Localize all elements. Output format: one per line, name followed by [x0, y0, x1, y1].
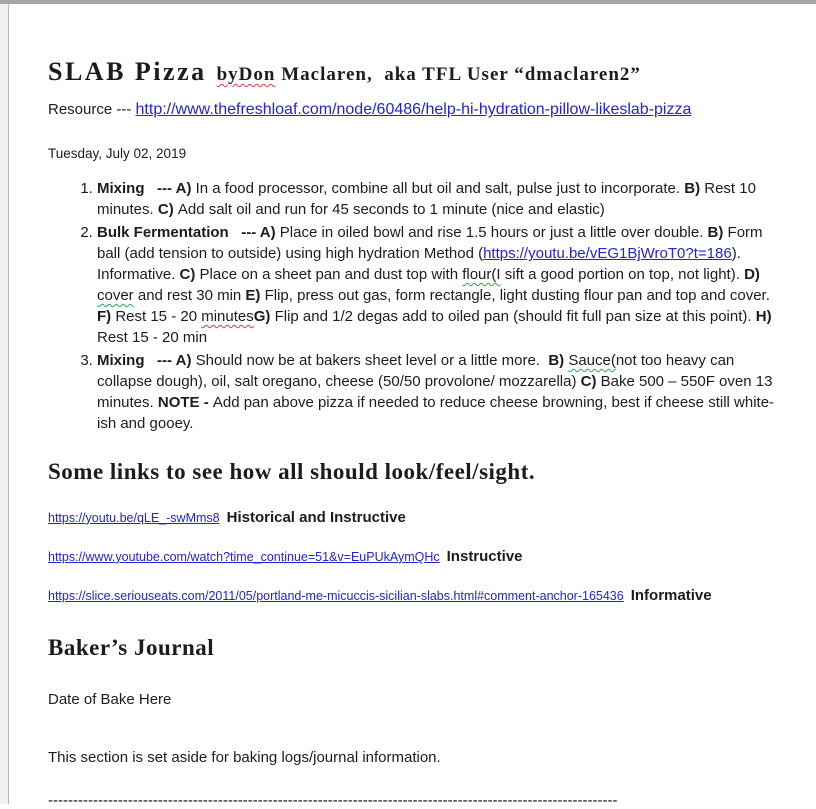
journal-date-placeholder: Date of Bake Here	[48, 690, 172, 708]
link-label: Instructive	[446, 547, 523, 565]
reference-link[interactable]: https://slice.seriouseats.com/2011/05/portland-me-micuccis-sicilian-slabs.html#comment-anchor-165436	[48, 588, 624, 603]
text-run: Rest 10 minutes.	[97, 180, 761, 219]
text-run: --- A)	[241, 224, 280, 242]
text-run: Place in oiled bowl and rise 1.5 hours or just a little over double.	[279, 224, 708, 242]
text-run: F)	[97, 308, 116, 326]
document-page	[9, 4, 816, 809]
text-run: Rest 15 - 20	[115, 308, 202, 326]
text-run: byDon	[216, 64, 276, 85]
text-run: Mixing	[97, 352, 145, 370]
resource-label: Resource ---	[48, 101, 136, 119]
link-row	[48, 548, 778, 565]
text-run: G)	[253, 308, 275, 326]
text-run: C)	[157, 201, 178, 219]
journal-note: This section is set aside for baking logs/journal information.	[48, 748, 441, 766]
text-run: Sauce(	[568, 352, 616, 370]
journal-heading: Baker’s Journal	[48, 634, 215, 660]
text-run: Maclaren, aka TFL User “dmaclaren2”	[275, 64, 641, 85]
text-run: NOTE -	[157, 394, 213, 412]
text-run: B)	[707, 224, 728, 242]
text-run: Flip, press out gas, form rectangle, light dusting flour pan and top and cover.	[264, 287, 775, 305]
text-run: B)	[684, 180, 705, 198]
text-run: sift a good portion on top, not light).	[500, 266, 745, 284]
text-run: In a food processor, combine all but oil and salt, pulse just to incorporate.	[195, 180, 685, 198]
recipe-steps	[48, 178, 778, 434]
text-run: flour(I	[462, 266, 501, 284]
inline-link[interactable]: https://youtu.be/vEG1BjWroT0?t=186	[483, 245, 732, 263]
text-run	[229, 224, 242, 241]
text-run: H)	[755, 308, 776, 326]
text-run: Form ball (add tension to outside) using high hydration Method (	[97, 224, 767, 263]
title-main: SLAB Pizza	[48, 57, 207, 86]
document-content	[9, 4, 816, 809]
text-run	[145, 352, 158, 369]
link-label: Informative	[630, 586, 712, 604]
divider-dashes: ------------------------------------------------------------------------------------------------------------------	[48, 791, 618, 809]
link-row	[48, 587, 778, 604]
text-run: --- A)	[157, 180, 196, 198]
text-run: Place on a sheet pan and dust top with	[199, 266, 463, 284]
resource-line	[48, 101, 778, 119]
document-date: Tuesday, July 02, 2019	[48, 146, 187, 162]
link-row	[48, 509, 778, 526]
text-run: minutes	[201, 308, 254, 326]
text-run: not too heavy can collapse dough), oil, salt oregano, cheese (50/50 provolone/ mozzarella)	[97, 352, 739, 391]
recipe-step	[97, 222, 778, 348]
link-label: Historical and Instructive	[226, 508, 406, 526]
page-left-margin-edge	[0, 4, 9, 804]
text-run: Rest 15 - 20 min	[97, 329, 208, 347]
resource-link[interactable]: http://www.thefreshloaf.com/node/60486/help-hi-hydration-pillow-likeslab-pizza	[135, 101, 692, 119]
text-run: Flip and 1/2 degas add to oiled pan (should fit full pan size at this point).	[274, 308, 756, 326]
text-run: Add pan above pizza if needed to reduce cheese browning, best if cheese still white-ish and gooey.	[97, 394, 775, 433]
text-run	[145, 180, 158, 197]
text-run: Bake 500 – 550F oven 13 minutes.	[97, 373, 777, 412]
page-title	[48, 56, 778, 87]
links-section-heading: Some links to see how all should look/feel/sight.	[48, 459, 536, 485]
text-run: and rest 30 min	[133, 287, 246, 305]
text-run: D)	[744, 266, 769, 284]
text-run: C)	[179, 266, 200, 284]
text-run: E)	[245, 287, 265, 305]
text-run: B)	[548, 352, 569, 370]
text-run: Add salt oil and run for 45 seconds to 1 minute (nice and elastic)	[177, 201, 605, 219]
text-run: Mixing	[97, 180, 145, 198]
recipe-step	[97, 178, 778, 220]
title-byline	[217, 64, 641, 85]
links-list	[48, 509, 778, 604]
text-run: C)	[580, 373, 601, 391]
text-run: Should now be at bakers sheet level or a little more.	[195, 352, 549, 370]
text-run: --- A)	[157, 352, 196, 370]
reference-link[interactable]: https://www.youtube.com/watch?time_continue=51&v=EuPUkAymQHc	[48, 549, 440, 564]
recipe-step	[97, 350, 778, 434]
text-run: Bulk Fermentation	[97, 224, 229, 242]
reference-link[interactable]: https://youtu.be/qLE_-swMms8	[48, 510, 220, 525]
text-run: ). Informative.	[97, 245, 750, 284]
text-run: cover	[97, 287, 134, 305]
